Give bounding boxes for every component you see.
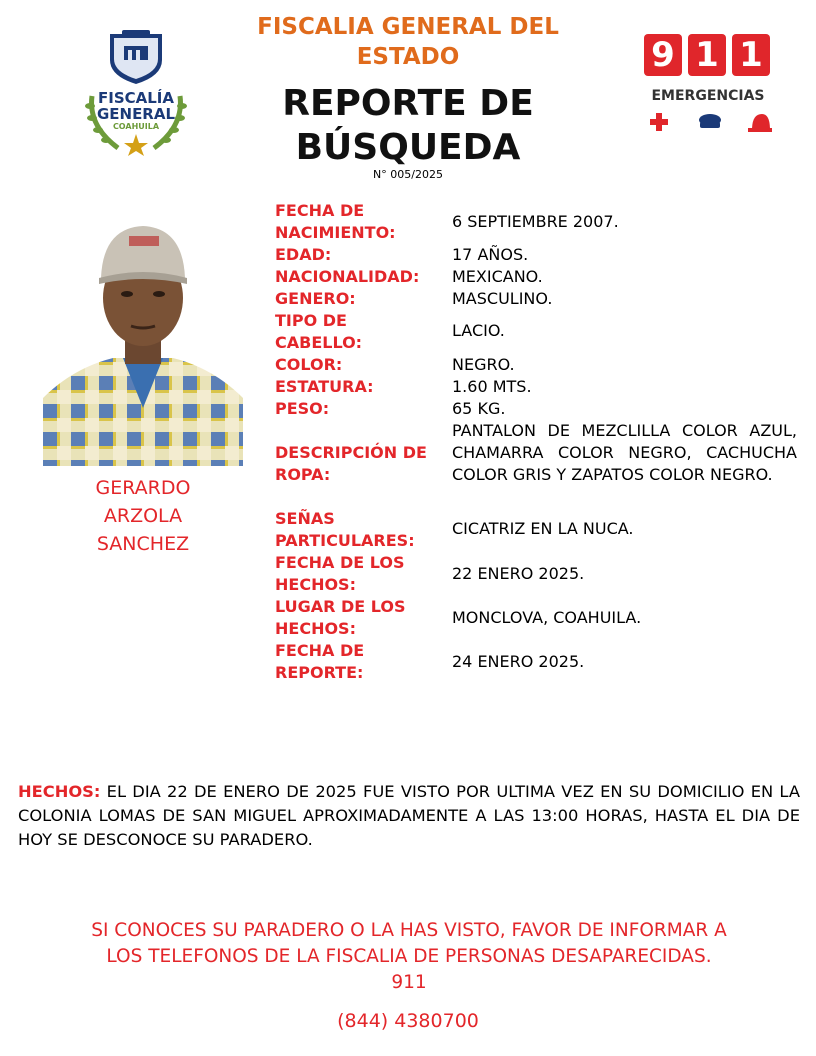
cta-line2: LOS TELEFONOS DE LA FISCALIA DE PERSONAS DESAPARECIDAS. xyxy=(106,946,712,967)
field-value-hair-type: LACIO. xyxy=(452,321,505,340)
field-value-gender: MASCULINO. xyxy=(452,289,553,308)
call-to-action xyxy=(18,918,800,996)
field-value-birthdate: 6 SEPTIEMBRE 2007. xyxy=(452,212,619,231)
name-line2: ARZOLA xyxy=(103,505,183,527)
missing-person-photo xyxy=(43,208,243,466)
field-label-weight: PESO: xyxy=(275,399,330,418)
fiscalia-logo-line3: COAHUILA xyxy=(112,122,160,131)
field-value-event-location: MONCLOVA, COAHUILA. xyxy=(452,608,642,627)
report-number: N° 005/2025 xyxy=(373,168,443,181)
agency-name-line2: ESTADO xyxy=(356,44,460,70)
emergency-services-icons xyxy=(648,110,772,134)
cta-line3: 911 xyxy=(391,972,427,993)
field-value-distinguishing-marks: CICATRIZ EN LA NUCA. xyxy=(452,519,634,538)
name-line1: GERARDO xyxy=(95,477,191,499)
emergency-digit: 9 xyxy=(644,34,682,76)
missing-person-name xyxy=(43,474,243,558)
page-title xyxy=(230,82,586,170)
emergency-911-logo xyxy=(640,34,776,138)
field-label-age: EDAD: xyxy=(275,245,332,264)
field-value-report-date: 24 ENERO 2025. xyxy=(452,652,585,671)
field-value-color: NEGRO. xyxy=(452,355,515,374)
contact-phone: (844) 4380700 xyxy=(337,1010,479,1032)
field-label-clothing: DESCRIPCIÓN DE ROPA: xyxy=(275,443,427,484)
facts-label: HECHOS: xyxy=(18,782,101,801)
emergency-label: EMERGENCIAS xyxy=(651,88,765,104)
agency-name-line1: FISCALIA GENERAL DEL xyxy=(257,14,559,40)
page-title-line1: REPORTE DE xyxy=(282,83,534,124)
fiscalia-logo xyxy=(78,26,194,158)
field-label-height: ESTATURA: xyxy=(275,377,374,396)
field-value-clothing: PANTALON DE MEZCLILLA COLOR AZUL, CHAMARRA COLOR NEGRO, CACHUCHA COLOR GRIS Y ZAPATOS COLOR NEGRO. xyxy=(452,421,797,484)
firefighter-helmet-icon xyxy=(748,114,772,132)
medical-cross-icon xyxy=(650,113,668,131)
field-label-nationality: NACIONALIDAD: xyxy=(275,267,420,286)
field-value-age: 17 AÑOS. xyxy=(452,245,529,264)
fiscalia-logo-line2: GENERAL xyxy=(96,105,176,123)
field-label-report-date: FECHA DE REPORTE: xyxy=(275,641,365,682)
emergency-digit: 1 xyxy=(688,34,726,76)
field-label-hair-type: TIPO DE CABELLO: xyxy=(275,311,363,352)
facts-text: EL DIA 22 DE ENERO DE 2025 FUE VISTO POR ULTIMA VEZ EN SU DOMICILIO EN LA COLONIA LOMAS DE SAN MIGUEL APROXIMADAMENTE A LAS 13:00 HORAS, HASTA EL DIA DE HOY SE DESCONOCE SU PARADERO. xyxy=(18,782,800,849)
field-value-weight: 65 KG. xyxy=(452,399,506,418)
agency-name xyxy=(220,12,596,72)
field-label-event-location: LUGAR DE LOS HECHOS: xyxy=(275,597,406,638)
police-cap-icon xyxy=(699,114,721,128)
name-line3: SANCHEZ xyxy=(96,533,190,555)
emergency-digit: 1 xyxy=(732,34,770,76)
field-label-birthdate: FECHA DE NACIMIENTO: xyxy=(275,201,396,242)
field-label-distinguishing-marks: SEÑAS PARTICULARES: xyxy=(275,509,415,550)
field-value-event-date: 22 ENERO 2025. xyxy=(452,564,585,583)
field-label-color: COLOR: xyxy=(275,355,343,374)
fiscalia-logo-line1: FISCALÍA xyxy=(98,89,174,107)
page-title-line2: BÚSQUEDA xyxy=(295,127,521,168)
fiscalia-logo-text xyxy=(78,90,194,132)
field-value-nationality: MEXICANO. xyxy=(452,267,543,286)
cta-line1: SI CONOCES SU PARADERO O LA HAS VISTO, FAVOR DE INFORMAR A xyxy=(91,920,727,941)
field-label-gender: GENERO: xyxy=(275,289,356,308)
field-label-event-date: FECHA DE LOS HECHOS: xyxy=(275,553,405,594)
facts-paragraph xyxy=(18,780,800,852)
field-value-height: 1.60 MTS. xyxy=(452,377,532,396)
portrait-image xyxy=(43,208,243,466)
